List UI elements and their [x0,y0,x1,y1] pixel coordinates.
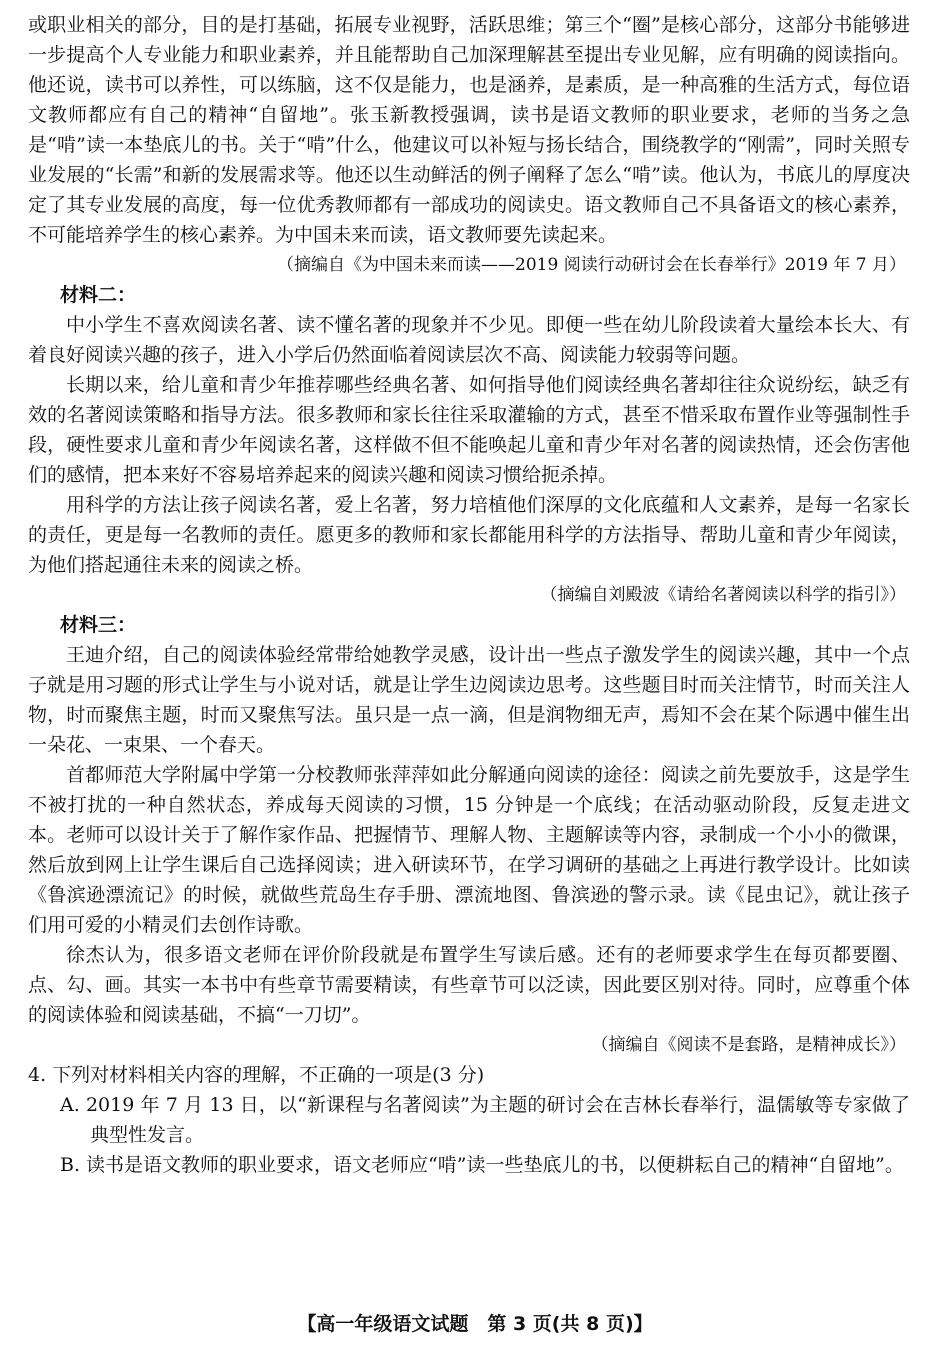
material2-paragraph: 用科学的方法让孩子阅读名著，爱上名著，努力培植他们深厚的文化底蕴和人文素养，是每一名家长的责任，更是每一名教师的责任。愿更多的教师和家长都能用科学的方法指导、帮助儿童和青少年阅读，为他们搭起通往未来的阅读之桥。 [28,494,910,576]
material2-heading: 材料二： [60,284,137,306]
page-footer: 【高一年级语文试题 第 3 页(共 8 页)】 [297,1313,653,1335]
material3-source: （摘编自《阅读不是套路，是精神成长》） [591,1035,906,1055]
material1-continuation: 或职业相关的部分，目的是打基础，拓展专业视野，活跃思维；第三个“圈”是核心部分，这部分书能够进一步提高个人专业能力和职业素养，并且能帮助自己加深理解甚至提出专业见解，应有明确的阅读指向。他还说，读书可以养性，可以练脑，这不仅是能力，也是涵养，是素质，是一种高雅的生活方式，每位语文教师都应有自己的精神“自留地”。张玉新教授强调，读书是语文教师的职业要求，老师的当务之急是“啃”读一本垫底儿的书。关于“啃”什么，他建议可以补短与扬长结合，围绕教学的“刚需”，同时关照专业发展的“长需”和新的发展需求等。他还以生动鲜活的例子阐释了怎么“啃”读。他认为，书底儿的厚度决定了其专业发展的高度，每一位优秀教师都有一部成功的阅读史。语文教师自己不具备语文的核心素养，不可能培养学生的核心素养。为中国未来而读，语文教师要先读起来。 [28,14,910,246]
material3-heading: 材料三： [60,614,137,636]
material2-paragraph: 长期以来，给儿童和青少年推荐哪些经典名著、如何指导他们阅读经典名著却往往众说纷纭，缺乏有效的名著阅读策略和指导方法。很多教师和家长往往采取灌输的方式，甚至不惜采取布置作业等强制性手段，硬性要求儿童和青少年阅读名著，这样做不但不能唤起儿童和青少年对名著的阅读热情，还会伤害他们的感情，把本来好不容易培养起来的阅读兴趣和阅读习惯给扼杀掉。 [28,374,910,486]
material2-source: （摘编自刘殿波《请给名著阅读以科学的指引》） [540,585,906,605]
material2-paragraph: 中小学生不喜欢阅读名著、读不懂名著的现象并不少见。即便一些在幼儿阶段读着大量绘本长大、有着良好阅读兴趣的孩子，进入小学后仍然面临着阅读层次不高、阅读能力较弱等问题。 [28,314,910,366]
material3-paragraph: 王迪介绍，自己的阅读体验经常带给她教学灵感，设计出一些点子激发学生的阅读兴趣，其中一个点子就是用习题的形式让学生与小说对话，就是让学生边阅读边思考。这些题目时而关注情节，时而关注人物，时而聚焦主题，时而又聚焦写法。虽只是一点一滴，但是润物细无声，焉知不会在某个际遇中催生出一朵花、一束果、一个春天。 [28,644,910,756]
question-4-option-b: B. 读书是语文教师的职业要求，语文老师应“啃”读一些垫底儿的书，以便耕耘自己的精神“自留地”。 [60,1154,904,1176]
material3-paragraph: 徐杰认为，很多语文老师在评价阶段就是布置学生写读后感。还有的老师要求学生在每页都要圈、点、勾、画。其实一本书中有些章节需要精读，有些章节可以泛读，因此要区别对待。同时，应尊重个体的阅读体验和阅读基础，不搞“一刀切”。 [28,944,910,1026]
material1-source: （摘编自《为中国未来而读——2019 阅读行动研讨会在长春举行》2019 年 7 月） [277,255,906,275]
question-4-stem: 4. 下列对材料相关内容的理解，不正确的一项是(3 分) [28,1064,485,1086]
material3-paragraph: 首都师范大学附属中学第一分校教师张萍萍如此分解通向阅读的途径：阅读之前先要放手，这是学生不被打扰的一种自然状态，养成每天阅读的习惯，15 分钟是一个底线；在活动驱动阶段，反复走进文本。老师可以设计关于了解作家作品、把握情节、理解人物、主题解读等内容，录制成一个小小的微课，然后放到网上让学生课后自己选择阅读；进入研读环节，在学习调研的基础之上再进行教学设计。比如读《鲁滨逊漂流记》的时候，就做些荒岛生存手册、漂流地图、鲁滨逊的警示录。读《昆虫记》，就让孩子们用可爱的小精灵们去创作诗歌。 [28,764,910,936]
question-4-option-a: A. 2019 年 7 月 13 日，以“新课程与名著阅读”为主题的研讨会在吉林长春举行，温儒敏等专家做了典型性发言。 [60,1094,910,1146]
